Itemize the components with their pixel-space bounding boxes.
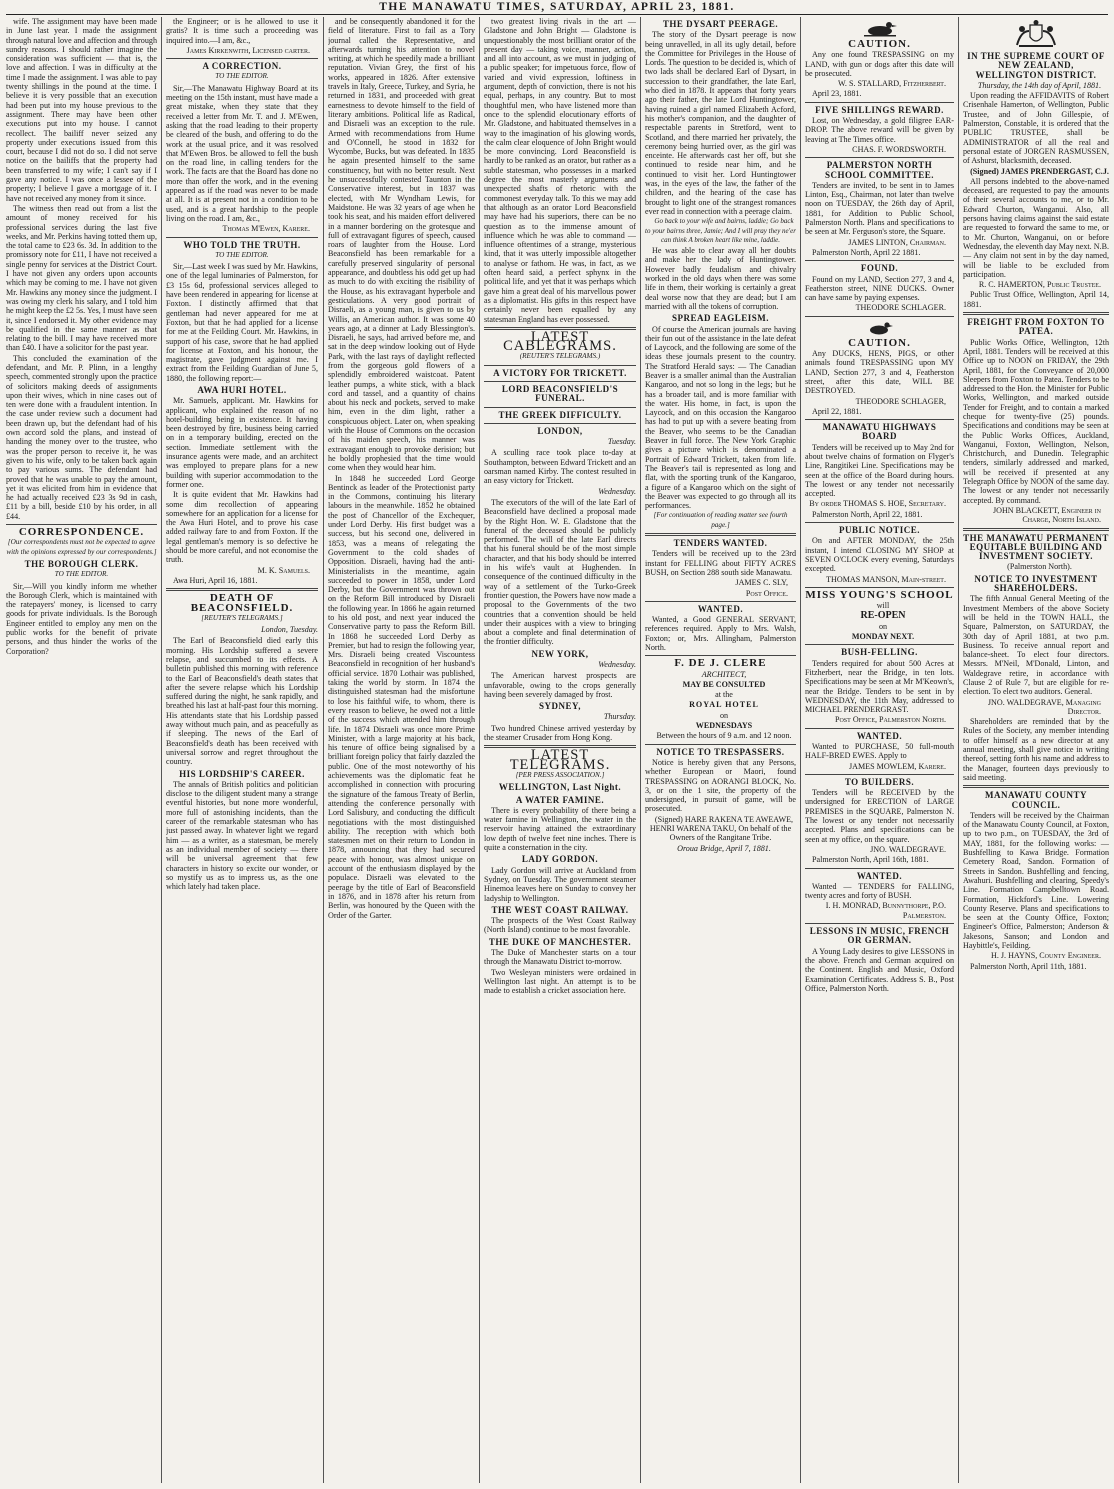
letter-title: A CORRECTION. [202,61,282,72]
correspondence-heading: CORRESPONDENCE. [18,526,145,539]
signature: Post Office. [745,588,788,598]
signature: THEODORE SCHLAGER, [855,396,946,406]
article-title: DEATH OF BEACONSFIELD. [190,592,294,614]
ad-line: MAY BE CONSULTED [682,679,766,689]
divider [805,728,954,729]
article-body: Two Wesleyan ministers were ordained in Wellington last night. An attempt is to be made to establish a cricket association here. [484,967,636,996]
article-body: The story of the Dysart peerage is now being unravelled, in all its ugly detail, before the Committee for Privileges in the House of Lords. The question to be decided is, which of two lads shall be declared Earl of Dysart, in succession to their grandfather, the late Earl, who died in 1878. It appears that forty years ago their father, the late Lord Huntingtower, having ruined a girl named Elizabeth Acford, his mother's companion, and the daughter of respectable parents in Stretford, went to Scotland, and there married her privately, the ceremony being hurried over, as the girl was enceinte. He afterwards cast her off, but she continued to reside near him, and he continued to visit her. Lord Huntingtower was, in the eyes of the law, the father of the children, and the hearing of the case has brought to light one of the strangest romances ever read in connection with a peerage claim. [645,30,796,216]
cablegrams-heading: LATEST CABLEGRAMS. [503,328,617,355]
dateline: Thursday. [603,712,636,722]
letter-body: Sir,—The Manawatu Highway Board at its meeting on the 15th instant, must have made a great mistake, when they state that they received a letter from Mr. T. and J. M'Ewen, asking that the road leading to their property be cleared of the bush, and offering to do the work at the usual price, and it was resolved that M'Ewen Bros. be allowed to fell the bush on the road line, in calling tenders for the work. The facts are that the Board has done no more than offer the work, and in the evening appeared as if the road was never to be made at all. It is at present not in a condition to be used, and is a great hardship to the people living on the road. I am, &c., [166,83,318,223]
ad-heading: CAUTION. [848,336,911,349]
ad-line: MONDAY NEXT. [851,632,915,642]
masthead-title: THE MANAWATU TIMES, SATURDAY, APRIL 23, 1881. [379,1,735,13]
article-title: THE DYSART PEERAGE. [662,19,779,29]
signature: M. K. Samuels. [257,565,310,575]
ad-body: The fifth Annual General Meeting of the Investment Members of the above Society will be held in the TOWN HALL, the Square, Palmerston, on SATURDAY, the 30th day of April 1881, at two p.m. Business. To receive annual report and balance-sheet. To elect four directors. Messrs. M'Neil, M'Donald, Linton, and Waldegrave retire, in accordance with Clause 2 of Rule 7, but are eligible for re-election. To elect two auditors. General. [963,594,1109,697]
divider [963,312,1109,315]
architect-role: ARCHITECT, [701,669,747,679]
ad-body: Notice is hereby given that any Persons, whether European or Maori, found TRESPASSING on AORANGI BLOCK, No. 3, or on the 1 site, the property of the undersigned, in pursuit of game, will be prosecuted. [645,757,796,814]
ad-body: Tenders will be received up to the 23rd instant for FELLING about FIFTY ACRES BUSH, on Section 288 south side Manawatu. [645,549,796,577]
correspondence-note: [Our correspondents must not be expected to agree with the opinions expressed by our correspondents.] [6,538,157,556]
column-rule [958,17,959,1483]
signature: JAMES C. SLY, [735,578,788,588]
column-2 [166,17,318,1483]
article-body: Of course the American journals are having their fun out of the assistance in the late defeat of Laycock, and the following are some of the ideas these journals present to the country. The Stratford Herald says: — The Canadian Beaver is a smaller animal than the Australian Kangaroo, and not so long in the legs; but he has a broader tail, and is more familiar with the water. His home, in fact, is upon the Laycock, and on this occasion the Kangaroo has had to put up with a severe beating from the Beaver, who seems to be the Canadian Beaver in full force. The New York Graphic gives a picture which is denominated a Portrait of Edward Trickett, taken from life. The Beaver's tail is represented as long and flat, with the sporting trunk of the Kangaroo, a figure of a Kangaroo which on the sight of the Beaver was expected to go through all its performances. [645,324,796,511]
divider [805,644,954,645]
ad-heading: MANAWATU HIGHWAYS BOARD [822,422,937,442]
signature: (Signed) JAMES PRENDERGAST, C.J. [970,166,1109,176]
ad-body: Any DUCKS, HENS, PIGS, or other animals found TRESPASSING upon MY LAND, Section 277, 3 and 4, Featherston street, after this date, WILL BE DESTROYED. [805,349,954,396]
divider [805,419,954,420]
paragraph: wife. The assignment may have been made in June last year. I made the assignment through natural love and affection and through sundry reasons. I should rather imagine the consideration was sufficient — that is, the love and affection. I was in difficulty at the time I made the assignment. I was able to pay twenty shillings in the pound at the time. I believe it is very possible that an execution had been put into my house previous to the assignment. There may have been other executions put into my house. I cannot recollect. The bailiff never seized any property under executions issued from this court, because I did not do so. I did not serve notice on the bailiffs that the property had been transferred to my wife; I can't say if I gave any notice. I was once a lessee of the property; I believe I gave a mortgage of it. I have not received any money from it since. [6,17,157,203]
coat-of-arms-icon [1013,19,1059,49]
ad-body: A Young Lady desires to give LESSONS in the above. French and German acquired on the Continent. English and Music, Oxford Examination Certificates. Address S. B., Post Office, Palmerston North. [805,946,954,993]
ad-heading: PUBLIC NOTICE. [838,525,920,536]
ad-heading: CAUTION. [848,38,911,50]
divider [484,407,636,408]
divider [484,423,636,424]
article-body: A sculling race took place to-day at Southampton, between Edward Trickett and an oarsman named Kirby. The contest resulted in an easy victory for Trickett. [484,448,636,486]
ad-heading: FREIGHT FROM FOXTON TO PATEA. [967,317,1105,337]
article-body: The American harvest prospects are unfavorable, owing to the crops generally having been severely damaged by frost. [484,671,636,699]
column-1 [6,17,157,1483]
divider [645,533,796,536]
dateline: Awa Huri, April 16, 1881. [173,575,258,585]
subheading: AWA HURI HOTEL. [197,384,287,395]
paragraph: It is quite evident that Mr. Hawkins had some dim recollection of appearing somewhere for an application for a license for the Awa Huri Hotel, and to prove his case added railway fare to and from Foxton. If the legal gentleman's memory is so defective he should be more careful, and not economise the truth. [166,490,318,565]
column-rule [161,17,162,1483]
column-3 [328,17,475,1483]
ad-body: Wanted, a Good GENERAL SERVANT, references required. Apply to Mrs. Walsh, Foxton; or, Mrs. Allingham, Palmerston North. [645,615,796,652]
signature: JNO. WALDEGRAVE, Managing Director. [987,697,1101,716]
signature: JAMES LINTON, Chairman. [848,237,946,247]
letter-title: WHO TOLD THE TRUTH. [183,239,301,250]
headline: THE WEST COAST RAILWAY. [491,904,629,915]
ad-body: Tenders are invited, to be sent in to James Linton, Esq., Chairman, not later than twelve noon on TUESDAY, the 26th day of April, 1881, for Addition to Public School, Palmerston North. Plans and specifications to be seen at Mr. Ferguson's store, the Square. [805,180,954,237]
ad-heading: WANTED. [697,603,744,614]
article-body: two greatest living rivals in the art — Gladstone and John Bright — Gladstone is unquestionably the most brilliant orator of the present day — taking voice, manner, action, and all into account, as we must in judging of a public speaker; for impetuous force, flow of varied and vivid expression, loftiness in argument, depth of conviction, there is not his equal, perhaps, in any country. But to most thoughtful men, who have listened more than once to the splendid elocutionary efforts of Mr. Gladstone, and habituated themselves in a way to the imagination of his glowing words, the calm clear eloquence of John Bright would be more convincing. Lord Beaconsfield is hardly to be ranked as an orator, but rather as a subtle statesman, who possesses in a marked degree the most masterly arguments and unexpected shafts of rhetoric with the commonest everyday talk. To this we may add that although as an orator Lord Beaconsfield may have had his superiors, there can be no question as to the immense amount of influence which he was able to command — influence oftentimes of a strange, mysterious kind, that it was utterly impossible altogether to analyse or fathom. He was, in fact, as we often heard said, a perfect sphynx in the political life, and yet that it was perhaps which gave him a great deal of his marvellous power as a diplomatist. His gifts in this respect have certainly never been equalled by any statesman England has ever possessed. [484,17,636,324]
dateline: London, Tuesday. [261,625,318,635]
ad-line: at the [715,690,733,700]
signature: THEODORE SCHLAGER. [855,303,946,313]
ad-heading: THE MANAWATU PERMANENT EQUITABLE BUILDING AND INVESTMENT SOCIETY. [963,532,1109,562]
article-body: The Duke of Manchester starts on a tour through the Manawatu District to-morrow. [484,948,636,967]
bird-icon [865,320,895,336]
letter-addressee: TO THE EDITOR. [215,72,269,81]
ad-body: Wanted — TENDERS for FALLING, twenty acres and forty of BUSH. [805,881,954,901]
divider [963,785,1109,788]
dateline: Palmerston North, April 22 1881. [812,247,921,257]
signature: James Kirkenwith, Licensed carter. [186,45,310,55]
ad-body: Found on my LAND, Section 277, 3 and 4, Featherston street, NINE DUCKS. Owner can have same by paying expenses. [805,274,954,303]
dateline: Wednesday. [598,486,636,496]
ad-body: Tenders will be received by the Chairman of the Manawatu County Council, at Foxton, up to two p.m., on TUESDAY, the 3rd of MAY, 1881, for the following works: — Bushfelling to Kawa Bridge. Formation Cemetery Road, Sandon. Formation of Streets in Sandon. Bushfelling and fencing, Awahuri. Bushfelling and clearing, Speedy's Line. Formation Campbelltown Road. Formation, Hickford's Line. Lowering County Reserve. Plans and specifications to be seen at the County Office, Foxton; Engineer's Office, Palmerston; Anderson & Jakesons, Sanson; and London and Haybittle's, Feilding. [963,810,1109,951]
headline: LORD BEACONSFIELD'S FUNERAL. [501,383,619,404]
column-6 [805,17,954,1483]
article-body: The prospects of the West Coast Railway (North Island) continue to be most favorable. [484,916,636,935]
divider [166,237,318,238]
divider [805,587,954,588]
ad-body: Upon reading the AFFIDAVITS of Robert Crisenhale Hamerton, of Wellington, Public Trustee, and of John Gillespie, of Palmerston, Constable, it is ordered that the PUBLIC TRUSTEE, shall be ADMINISTRATOR of all the real and personal estate of JORGEN RASMUSSEN, of Ashurst, blacksmith, deceased. [963,91,1109,166]
duck-icon [860,19,900,37]
article-body: The executors of the will of the late Earl of Beaconsfield have declined a proposal made by the Right Hon. W. E. Gladstone that the funeral of the deceased should be publicly performed. The will of the late Earl directs that his funeral should be of the most simple character, and that his body should be interred in his wife's vault at Hughenden. In consequence of the continued difficulty in the way of a settlement of the Turko-Greek frontier question, the Powers have now made a proposal to the Governments of the two countries that a convention should be held under their auspices with a view to bringing about a complete and final determination of the frontier difficulty. [484,497,636,647]
divider [484,381,636,382]
column-4 [484,17,636,1483]
place-heading: SYDNEY, [539,701,581,712]
dateline: Palmerston North, April 22, 1881. [812,509,923,519]
ad-line: on [719,710,729,720]
signature: JNO. WALDEGRAVE. [870,844,946,854]
dateline: Palmerston North, April 11th, 1881. [970,961,1087,971]
ad-heading: WANTED. [856,730,903,741]
divider [963,528,1109,531]
dateline: Public Trust Office, Wellington, April 14, 1881. [963,290,1109,309]
place-heading: LONDON, [537,425,583,436]
divider [805,868,954,869]
ad-heading: TENDERS WANTED. [673,538,768,549]
divider [805,522,954,523]
ad-heading: MISS YOUNG'S SCHOOL [805,588,954,601]
telegrams-heading: LATEST TELEGRAMS. [509,747,611,773]
dateline: Palmerston North, April 16th, 1881. [812,855,929,865]
ad-heading: FIVE SHILLINGS REWARD. [815,104,944,115]
signature: CHAS. F. WORDSWORTH. [852,144,946,154]
letter-title: THE BOROUGH CLERK. [24,558,139,569]
signature: JAMES MOWLEM, Karere. [848,761,946,771]
ad-body: Any one found TRESPASSING on my LAND, with gun or dogs after this date will be prosecuted. [805,50,954,78]
signature: H. J. HAYNS, County Engineer. [991,951,1101,961]
signature: (Signed) HARE RAKENA TE AWEAWE, HENRI WARENA TAKU, On behalf of the Owners of the Rangitane Tribe. [649,814,794,843]
ad-heading: NOTICE TO TRESPASSERS. [656,746,785,757]
signature: Thomas M'Ewen, Karere. [222,224,310,234]
ad-body: Tenders will be received up to May 2nd for about twelve chains of formation on Flyger's Line, Rangitikei Line. Specifications may be seen at the office of the Board during hours. The lowest or any tender not necessarily accepted. [805,442,954,499]
paragraph: Mr. Samuels, applicant. Mr. Hawkins for applicant, who explained the reason of no hotel-building being in existence. It having been destroyed by fire, business being carried on in a temporary building, erected on the section. Immediate settlement with the insurance agents were made, and an architect was employed to prepare plans for a new building with superior accommodation to the former one. [166,396,318,489]
ad-body: Tenders will be RECEIVED by the undersigned for ERECTION of LARGE PREMISES in the SQUARE, Palmerston N. The lowest or any tender not necessarily accepted. Plans and specifications can be seen at my office, on the square. [805,788,954,844]
ad-heading: FOUND. [860,263,899,274]
dateline: Wednesday. [598,660,636,669]
ad-heading: IN THE SUPREME COURT OF NEW ZEALAND, WELLINGTON DISTRICT. [967,51,1105,80]
divider [166,588,318,591]
divider [645,601,796,602]
divider [645,655,796,656]
article-body: Two hundred Chinese arrived yesterday by the steamer Crusader from Hong Kong. [484,723,636,743]
article-body: In 1848 he succeeded Lord George Bentinck as leader of the Protectionist party in the Commons, continuing his literary labours in the meanwhile. 1852 he obtained the post of Chancellor of the Exchequer, under Lord Derby. His first budget was a success, but his second one, delivered in 1853, was a means of relegating the Government to the cold shades of Opposition. Disraeli, having had the anti-Ministerialists in the meantime, again succeeded to power in 1858, under Lord Derby, but the Government was thrown out on the Reform Bill introduced by Disraeli the following year. In 1866 he again returned to his old post, and next year induced the Conservative party to pass the Reform Bill. In 1868 he succeeded Lord Derby as Premier, but had to resign the following year, Mrs. Disraeli being created Viscountess Beaconsfield in recognition of her husband's official service. 1870 Lothair was published, taking the world by storm. In 1874 the distinguished statesman had the misfortune to lose his faithful wife, to whom, there is every reason to believe, he owed not a little of the success which attended him through life. In 1874 Disraeli was once more Prime Minister, with a large majority at his back, his tenure of office being signalised by a brilliant foreign policy that fairly dazzled the public. One of the most noteworthy of his achievements was the diplomatic feat he accomplished in connection with procuring the signature of the famous Treaty of Berlin, attending the conference personally with Lord Salisbury, and conducting the difficult negotiations with the most distinguished ability. The reception with which both statesmen met on their return to London in 1878, announcing that they had secured peace with honour, was almost unique on account of the enthusiasm displayed by the populace. Disraeli was elevated to the peerage by the title of Earl of Beaconsfield in 1876, and in 1878 after his return from Berlin, was honoured by the Queen with the Order of the Garter. [328,473,475,920]
paragraph: This concluded the examination of the defendant, and Mr. P. Plinn, in a lengthy speech, commented strongly upon the practice of solicitors making deeds of assignments upon their wives, which in nine cases out of ten were done with a fraudulent intention. In the case under review such a document had been drawn up, but the defendant had of his own accord sold the plans, and instead of handing the money over to the trustee, who was the proper person to receive it, he was given to his wife, only to be taken back again to pay various sums. The defendant had proved that he was unable to pay the amount, yet it was elicited from him in evidence that he had actually received £23 3s 9d in cash, £11 by a bill, beside £10 by his order, in all £44. [6,353,157,521]
divider [805,157,954,158]
signature: JOHN BLACKETT, Engineer in Charge, North Island. [992,505,1101,525]
divider [805,102,954,103]
ad-line: (Palmerston North). [1007,562,1072,572]
divider [166,58,318,59]
column-rule [640,17,641,1483]
ad-line: Between the hours of 9 a.m. and 12 noon. [656,731,792,741]
ad-body: Tenders required for about 500 Acres at Fitzherbert, near the Bridge, in ten lots. Specifications may be seen at Mr M'Keown's, near the Bridge. Tenders to be sent in by WEDNESDAY, the 11th May, addressed to MICHAEL PRENDERGRAST. [805,658,954,715]
ad-line: will [876,601,890,611]
article-body: The annals of British politics and politician disclose to the diligent student many a strange eventful histories, but none more wonderful, more full of astonishing incidents, than the career of the remarkable statesman who has just passed away. In whatever light we regard him — as a writer, as a statesman, be merely as an individual member of society — there will be universal agreement that few characters in history so excite our wonder, or so mystify us as to impress us, as the one which lately had taken place. [166,779,318,892]
architect-name: F. DE J. CLERE [674,657,767,670]
article-body: Lady Gordon will arrive at Auckland from Sydney, on Tuesday. The government steamer Hinemoa leaves here on Sunday to convey her ladyship to Wellington. [484,865,636,903]
paragraph: the Engineer; or is he allowed to use it gratis? It is time such a proceeding was inquired into.—I am, &c., [166,17,318,45]
divider [805,774,954,775]
dateline: April 22, 1881. [812,406,862,416]
masthead [0,0,1114,14]
column-rule [479,17,480,1483]
ad-body: Public Works Office, Wellington, 12th April, 1881. Tenders will be received at this Office up to NOON on FRIDAY, the 29th April, 1881, for the Conveyance of 20,000 Sleepers from Foxton to Patea. Tenders to be addressed to the Hon. the Minister for Public Works, Wellington, and marked outside Tender for Freight, and to contain a marked cheque for twenty-five (25) pounds. Specifications and conditions may be seen at the Public Works Offices, Auckland, Wanganui, Foxton, Wellington, Nelson, Christchurch, and Dunedin. Telegraphic tenders, similarly addressed and marked, will be received if presented at any Telegraph Office by NOON of the same day. The lowest or any tender not necessarily accepted. By command. [963,337,1109,505]
ad-heading: NOTICE TO INVESTMENT SHAREHOLDERS. [974,573,1098,594]
article-body: He was able to clear away all her doubts and make her the lady of Huntingtower. However badly feudalism and chivalry worked in the old days when there was some life in them, their working is certainly a great deal worse now that they are dead; but I am married with all the tokens of corruption. [645,246,796,311]
signature: Post Office, Palmerston North. [834,715,946,725]
ad-line: WEDNESDAYS [695,721,753,731]
article-body: The Earl of Beaconsfield died early this morning. His Lordship suffered a severe relapse, and succumbed to its effects. A bulletin published this morning with reference to the Earl of Beaconsfield's death states that after the severe relapse which his Lordship suffered during the night, he sank rapidly, and breathed his last at half-past four this morning. His attendants state that his Lordship passed away without much pain, and as peacefully as if sleeping. The news of the Earl of Beaconsfield's death has been received with universal sorrow and regret throughout the country. [166,636,318,767]
agency: [REUTER'S TELEGRAMS.] [201,613,283,622]
headline: A WATER FAMINE. [515,794,605,805]
letter-body: Sir,—Will you kindly inform me whether the Borough Clerk, which is maintained with the ratepayers' money, is licensed to carry goods for private individuals. Is the Borough Engineer entitled to employ any men on the public works for the benefit of private persons, and thus hinder the works of the Corporation? [6,581,157,656]
column-rule [800,17,801,1483]
dateline: Tuesday. [607,437,636,447]
divider [805,316,954,317]
place-heading: NEW YORK, [531,648,589,659]
divider [484,365,636,366]
ad-line: ROYAL HOTEL [689,700,759,710]
article-body: and be consequently abandoned it for the field of literature. First to fail as a Tory journal called the Representative, and afterwards turning his attention to novel writing, at which he speedily made a brilliant reputation. Vivian Grey, the first of his works, appeared in 1826. After extensive travels in Italy, Greece, Turkey, and Syria, he returned in 1831, and proceeded with great earnestness to devote himself to the field of literary ambitions. Political life as Radical, and Disraeli was an exception to the rule. Armed with recommendations from Hume and O'Connell, he stood in 1832 for Wycombe, Bucks, but was defeated. In 1835 he again presented himself to the same constituency, but with no better result. Next he unsuccessfully contested Taunton in the Conservative interest, but in 1837 was elected, with Mr Wyndham Lewis, for Maidstone. He was 32 years of age when he took his seat, and his maiden effort delivered in a manner bordering on the grotesque and full of extravagant figures of speech, caused roars of laughter from the House. Lord Beaconsfield has been remarkable for a carefully preserved singularity of personal appearance, and doubtless his odd get up had as much to do with exciting the risibility of the House, as his extravagant hyperbole and gesticulations. A very good portrait of Disraeli, as a young man, is given to us by Willis, an American author. It was some 40 years ago, at a dinner at Lady Blessington's. Disraeli, he says, had arrived before me, and sat in the deep window looking out of Hyde Park, with the last rays of daylight reflected from the gorgeous gold flowers of a splendidly embroidered waistcoat. Patent leather pumps, a white stick, with a black cord and tassel, and a quantity of chains about his neck and pockets, served to make him, even in the dim light, rather a conspicuous object. Later on, when speaking with the House of Commons on the occasion of his maiden speech, his manner was extravagant enough to provoke derision; but he boldly prophesied that the time would come when they would hear him. [328,17,475,473]
divider [6,524,157,525]
signature: By order THOMAS S. HOE, Secretary. [809,499,946,509]
place-heading: WELLINGTON, Last Night. [498,782,622,793]
dateline: Thursday, the 14th day of April, 1881. [977,80,1102,90]
ad-body: On and AFTER MONDAY, the 25th instant, I intend CLOSING MY SHOP at SEVEN O'CLOCK every evening, Saturdays excepted. [805,536,954,574]
headline: A VICTORY FOR TRICKETT. [493,367,627,378]
ad-line: RE-OPEN [860,610,906,622]
article-body: There is every probability of there being a water famine in Wellington, the water in the reservoir having attained the extraordinary low depth of twelve feet nine inches. There is quite a consternation in the city. [484,805,636,853]
letter-addressee: TO THE EDITOR. [215,250,269,259]
ad-body: All persons indebted to the above-named deceased, are requested to pay the amounts of their several accounts to me, or to Mr. Edward Churton, Wanganui. Also, all persons having claims against the said estate are requested to forward the same to me, or to Mr. Churton, Wanganui, on or before Wednesday, the eleventh day May next. N.B. — Any claim not sent in by the day named, will be liable to be excluded from participation. [963,176,1109,279]
ad-heading: LESSONS IN MUSIC, FRENCH OR GERMAN. [809,926,950,946]
agency: (REUTER'S TELEGRAMS.) [519,352,601,361]
column-rule [323,17,324,1483]
ad-body: Lost, on Wednesday, a gold filigree EAR-DROP. The above reward will be given by leaving at The Times office. [805,116,954,144]
masthead-rule [6,14,1108,15]
paragraph: The witness then read out from a list the amount of money received for his professional services during the last five weeks, and Mr. Perkins having totted them up, the total came to £23 6s. 3d. In addition to the promissory note for £11, I have not received a single penny for services at the District Court. I have not given any orders upon accounts which may be coming to me. I have not given Mr. Hawkins any money since the judgment. I was owing my clerk his salary, and I told him he might keep the £2 5s. Yes, I must have seen it, since I endorsed it. My other evidence may be qualified in the same manner as that relating to the bill. I may have received more than £40. I have a solicitor for the past year. [6,203,157,353]
signature: W. S. STALLARD, Fitzherbert. [838,79,946,89]
dateline: April 23, 1881. [812,89,862,99]
ad-heading: BUSH-FELLING. [841,647,918,658]
ad-heading: MANAWATU COUNTY COUNCIL. [984,790,1088,810]
continuation-note: [For continuation of reading matter see fourth page.] [653,511,788,529]
article-title: SPREAD EAGLEISM. [671,313,769,324]
ad-heading: PALMERSTON NORTH SCHOOL COMMITTEE. [824,160,935,180]
headline: LADY GORDON. [521,854,599,865]
signature: I. H. MONRAD, Bunnythorpe, P.O. Palmerston. [825,901,946,920]
agency: [PER PRESS ASSOCIATION.] [515,770,605,779]
dateline: Oroua Bridge, April 7, 1881. [677,843,771,853]
signature: THOMAS MANSON, Main-street. [826,574,946,584]
column-5 [645,17,796,1483]
column-7 [963,17,1109,1483]
ad-line: on [878,621,888,631]
subheading: HIS LORDSHIP'S CAREER. [179,768,305,779]
divider [805,923,954,924]
ad-heading: TO BUILDERS. [844,776,915,787]
ad-heading: WANTED. [856,870,903,881]
poem: Go back to your wife and bairns, laddie; Go back to your bairns three, Jamie; And I will pray they ne'er can think A broken heart like mine, laddie. [645,217,796,244]
signature: R. C. HAMERTON, Public Trustee. [978,280,1101,290]
divider [645,744,796,745]
ad-body: Wanted to PURCHASE, 50 full-mouth HALF-BRED EWES. Apply to [805,742,954,761]
ad-body: Shareholders are reminded that by the Rules of the Society, any member intending to offer himself as a new director at any annual meeting, shall give notice in writing thereof, setting forth his name and address to the Manager, fourteen days previously to said meeting. [963,717,1109,782]
letter-body: Sir,—Last week I was sued by Mr. Hawkins, one of the legal luminaries of Palmerston, for £3 15s 6d, professional services alleged to have been rendered in appearing for license at Foxton. I distinctly affirmed that that gentleman had never appeared for me at Foxton, but that he had applied for a license for me at the Feilding Court. Mr. Hawkins, in support of his case, swore that he had applied for license at Foxton, and his honour, the magistrate, gave judgment against me. I extract from the Feilding Guardian of June 5, 1880, the following report:— [166,262,318,383]
headline: THE GREEK DIFFICULTY. [498,409,622,420]
letter-addressee: TO THE EDITOR. [54,570,109,579]
headline: THE DUKE OF MANCHESTER. [488,936,632,947]
divider [805,260,954,261]
